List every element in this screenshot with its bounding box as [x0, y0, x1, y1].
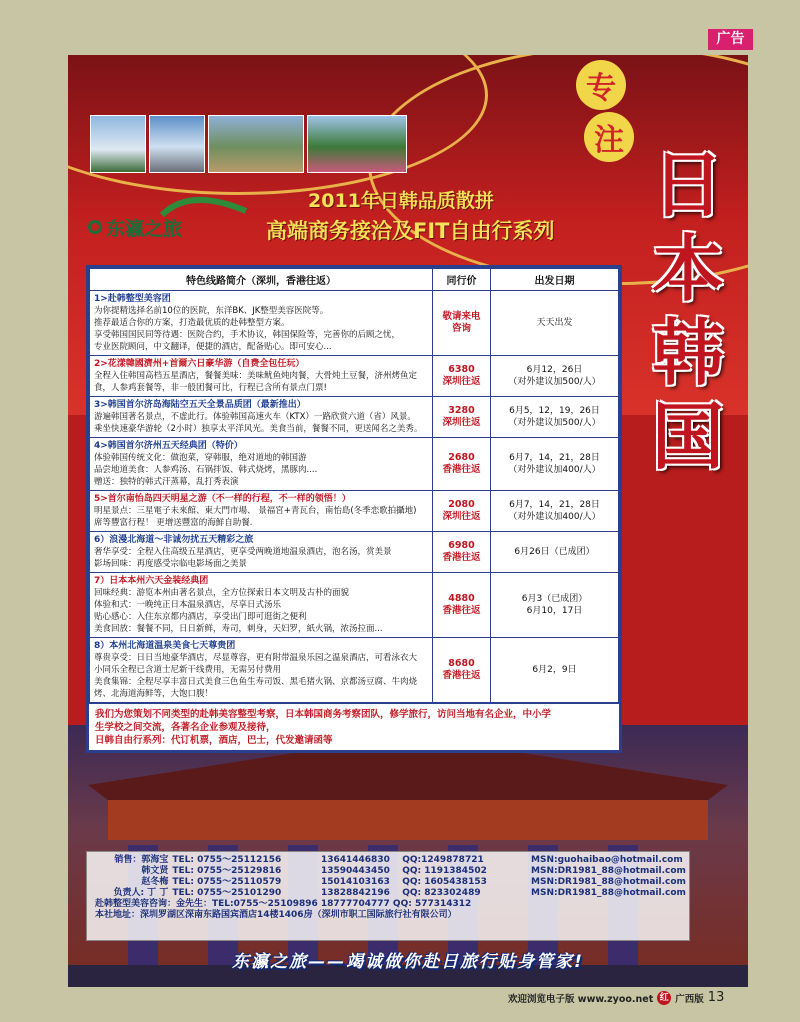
departure-line: 6月3（已成团） [521, 594, 588, 604]
route-detail-line: 体验和式：一晚纯正日本温泉酒店，尽享日式汤乐 [94, 600, 282, 610]
title-char: 韩 [651, 310, 724, 395]
table-row [90, 356, 619, 397]
price-line: 2680 [448, 452, 475, 463]
price-line: 香港往返 [442, 605, 481, 616]
route-price [433, 291, 491, 356]
contact-list [95, 855, 686, 899]
departure-line: 6月10，17日 [526, 606, 583, 616]
contact-msn: MSN:guohaibao@hotmail.com [531, 855, 683, 865]
route-description [90, 356, 433, 397]
edition-badge-icon: 红 [657, 991, 671, 1005]
departure-line: 6月12，26日 [526, 365, 583, 375]
photo-mount-fuji [149, 115, 205, 173]
route-departure [491, 438, 619, 491]
contact-tel: TEL: 0755～25129816 [172, 866, 282, 876]
headline-line1: 2011年日韩品质散拼 [308, 190, 494, 212]
logo-text: 东瀛之旅 [106, 217, 183, 240]
table-row [90, 397, 619, 438]
route-description [90, 291, 433, 356]
header-price: 同行价 [433, 269, 491, 291]
service-note-line: 我们为您策划不同类型的赴韩美容整型考察，日本韩国商务考察团队，修学旅行，访问当地有名企业，中小学 [95, 709, 552, 720]
departure-line: 6月7，14，21，28日 [509, 500, 600, 510]
route-detail-line: 尊贵享受：日日当地豪华酒店，尽显尊容，更有附带温泉乐园之温泉酒店，可看泳衣大 [94, 653, 418, 663]
departure-line: （对外建议加500/人） [508, 377, 601, 387]
route-table-panel [86, 265, 622, 753]
focus-char-1: 专 [576, 60, 626, 110]
photo-coast [90, 115, 146, 173]
contact-tel: TEL: 0755～25112156 [172, 855, 282, 865]
route-title: 2>花漾韓國濟州+首爾六日豪华游（自费全包任玩） [94, 359, 305, 369]
contact-tel: TEL: 0755～25110579 [172, 877, 282, 887]
price-line: 敬请来电 [442, 311, 481, 322]
contact-role: 负责人: 丁 丁 [113, 888, 169, 898]
logo-wave-icon [160, 193, 250, 219]
table-header-row [90, 269, 619, 291]
route-description [90, 573, 433, 638]
price-line: 6980 [448, 540, 475, 551]
route-detail-line: 享受韩国国民同等待遇：医院合约，手术协议，韩国保险等，完善你的后顾之忧， [94, 330, 401, 340]
route-title: 4>韩国首尔济州五天经典团（特价） [94, 441, 243, 451]
contact-qq: QQ:1249878721 [402, 855, 484, 865]
contact-row [95, 877, 686, 888]
departure-line: 6月5，12，19，26日 [509, 406, 600, 416]
table-row [90, 532, 619, 573]
route-detail-line: 奢华享受：全程入住高级五星酒店，更享受两晚道地温泉酒店，泡名汤，赏美景 [94, 547, 392, 557]
route-detail-line: 推荐最适合你的方案，打造最优质的赴韩整型方案。 [94, 318, 290, 328]
price-line: 香港往返 [442, 464, 481, 475]
table-row [90, 491, 619, 532]
route-price [433, 356, 491, 397]
departure-line: 6月2，9日 [532, 665, 577, 675]
route-title: 8）本州北海道温泉美食七天尊贵团 [94, 641, 236, 651]
route-detail-line: 全程入住韩国高档五星酒店，餐餐美味：美味鱿鱼炖肉餐，大骨炖土豆餐，济州烤鱼定 [94, 371, 418, 381]
footer-text: 欢迎浏览电子版 www.zyoo.net [508, 993, 654, 1005]
route-title: 1>赴韩整型美容团 [94, 294, 171, 304]
route-detail-line: 游遍韩国著名景点，不虚此行。体验韩国高速火车（KTX）一路欣赏六道（省）风景。 [94, 412, 416, 422]
table-row [90, 291, 619, 356]
price-line: 8680 [448, 658, 475, 669]
price-line: 深圳往返 [442, 511, 481, 522]
departure-line: （对外建议加400/人） [508, 512, 601, 522]
travel-poster [68, 55, 748, 987]
contact-qq: QQ: 823302489 [402, 888, 481, 898]
route-departure [491, 491, 619, 532]
contact-msn: MSN:DR1981_88@hotmail.com [531, 888, 686, 898]
contact-qq: QQ: 1191384502 [402, 866, 487, 876]
route-departure [491, 638, 619, 703]
route-detail-line: 赠送：独特的韩式汗蒸幕，乱打秀表演 [94, 477, 239, 487]
contact-mobile: 13590443450 [320, 866, 390, 876]
price-line: 6380 [448, 364, 475, 375]
route-detail-line: 席等豐富行程！ 更增送豐富的海鮮自助餐. [94, 518, 253, 528]
header-date: 出发日期 [491, 269, 619, 291]
price-line: 咨询 [451, 323, 471, 334]
route-departure [491, 532, 619, 573]
contact-panel [86, 851, 690, 941]
price-line: 香港往返 [442, 670, 481, 681]
header-route: 特色线路简介（深圳，香港往返） [90, 269, 433, 291]
contact-role: 赵冬梅 [141, 877, 169, 887]
contact-qq: QQ: 1605438153 [402, 877, 487, 887]
focus-char-2: 注 [584, 112, 634, 162]
route-detail-line: 小同乐全程已含道士尼新干线费用，无需另付费用 [94, 665, 282, 675]
price-line: 4880 [448, 593, 475, 604]
route-detail-line: 烤、北海道海鲜等，大饱口腹！ [94, 689, 214, 699]
route-detail-line: 美食集锦：全程尽享丰富日式美食三色鱼生寿司饭、黑毛猪火锅、京都汤豆腐、牛肉烧 [94, 677, 418, 687]
route-detail-line: 食，人参鸡套餐等，非一般团餐可比，行程已含所有景点门票! [94, 383, 327, 393]
slogan: 东瀛之旅——竭诚做你赴日旅行贴身管家! [232, 952, 584, 972]
route-detail-line: 明星景点：三星電子未來館、東大門市場、 景福宮+青瓦台，南怡島(冬季恋歌拍攝地) [94, 506, 417, 516]
route-title: 5>首尔南怡岛四天明星之游（不一样的行程，不一样的领悟！） [94, 494, 351, 504]
route-table-body [90, 291, 619, 703]
contact-role: 销售：郭海宝 [114, 855, 169, 865]
route-detail-line: 乘坐快速豪华游轮（2小时）独享太平洋风光。美食当前，餐餐不同，更送闻名之美秀。 [94, 424, 423, 434]
route-departure [491, 356, 619, 397]
table-row [90, 573, 619, 638]
route-table [89, 268, 619, 703]
route-description [90, 491, 433, 532]
departure-line: 6月26日（已成团） [514, 547, 595, 557]
edition-label: 广西版 [675, 993, 704, 1005]
route-price [433, 532, 491, 573]
departure-line: （对外建议加400/人） [508, 465, 601, 475]
address-line: 本社地址：深圳罗湖区深南东路国宾酒店14楼1406房（深圳市职工国际旅行社有限公司） [95, 910, 457, 920]
table-row [90, 438, 619, 491]
route-title: 7）日本本州六天金装经典团 [94, 576, 209, 586]
route-description [90, 532, 433, 573]
route-price [433, 638, 491, 703]
vertical-title [638, 143, 738, 479]
contact-mobile: 15014103163 [320, 877, 390, 887]
contact-msn: MSN:DR1981_88@hotmail.com [531, 866, 686, 876]
route-price [433, 491, 491, 532]
route-detail-line: 美食回放：餐餐不同，日日新鲜，寿司，刺身，天妇罗，紙火锅，浓汤拉面... [94, 624, 383, 634]
ad-tag: 广告 [708, 29, 753, 50]
departure-line: 6月7，14，21，28日 [509, 453, 600, 463]
headline-line2: 高端商务接洽及FIT自由行系列 [266, 219, 555, 243]
photo-festival [307, 115, 407, 173]
departure-line: 天天出发 [536, 318, 573, 328]
title-char: 国 [651, 394, 724, 479]
contact-mobile: 13641446830 [320, 855, 390, 865]
price-line: 深圳往返 [442, 417, 481, 428]
route-price [433, 573, 491, 638]
route-departure [491, 291, 619, 356]
route-detail-line: 品尝地道美食：人参鸡汤、石锅拌饭、韩式烧烤，黑豚肉.... [94, 465, 318, 475]
route-title: 3>韩国首尔济岛海陆空五天全景品质团（最新推出） [94, 400, 306, 410]
photo-temple-garden [208, 115, 304, 173]
route-detail-line: 为你提精选择名前10位的医院，东洋BK、JK整型美容医院等。 [94, 306, 329, 316]
price-line: 深圳往返 [442, 376, 481, 387]
route-departure [491, 397, 619, 438]
contact-row [95, 866, 686, 877]
contact-mobile: 13828842196 [320, 888, 390, 898]
focus-badges [576, 60, 636, 180]
title-char: 本 [651, 226, 724, 311]
route-description [90, 438, 433, 491]
route-price [433, 438, 491, 491]
service-note [89, 703, 619, 751]
route-detail-line: 专业医院顾问，中文翻译，便捷的酒店，配备贴心。即可安心... [94, 342, 332, 352]
price-line: 2080 [448, 499, 475, 510]
route-detail-line: 影场回味：再度感受宗临电影场面之美景 [94, 559, 248, 569]
service-note-line: 日韩自由行系列：代订机票，酒店，巴士，代发邀请函等 [95, 735, 333, 746]
departure-line: （对外建议加500/人） [508, 418, 601, 428]
route-description [90, 397, 433, 438]
service-note-line: 生学校之间交流，各著名企业参观及接待， [95, 722, 276, 733]
contact-role: 韩文贤 [141, 866, 169, 876]
contact-tel: TEL: 0755～25101290 [172, 888, 282, 898]
route-detail-line: 贴心感心：入住东京都内酒店，享受出门即可逛街之便利 [94, 612, 307, 622]
contact-row [95, 888, 686, 899]
route-detail-line: 体验韩国传统文化：做泡菜，穿韩服，绝对道地的韩国游 [94, 453, 307, 463]
contact-msn: MSN:DR1981_88@hotmail.com [531, 877, 686, 887]
route-price [433, 397, 491, 438]
route-description [90, 638, 433, 703]
title-char: 日 [651, 142, 724, 227]
page-number: 13 [707, 990, 725, 1005]
route-title: 6）浪漫北海道～非诚勿扰五天精彩之旅 [94, 535, 254, 545]
route-departure [491, 573, 619, 638]
price-line: 香港往返 [442, 552, 481, 563]
photo-strip [90, 115, 407, 173]
price-line: 3280 [448, 405, 475, 416]
route-detail-line: 回味经典：游览本州由著名景点，全方位探索日本文明及古朴的面貌 [94, 588, 350, 598]
table-row [90, 638, 619, 703]
beauty-consult-line: 赴韩整型美容咨询：金先生：TEL:0755～25109896 18777704777 QQ: 577314312 [95, 899, 472, 909]
logo-ring-icon [88, 220, 102, 234]
contact-row [95, 855, 681, 866]
page-footer [508, 990, 724, 1005]
